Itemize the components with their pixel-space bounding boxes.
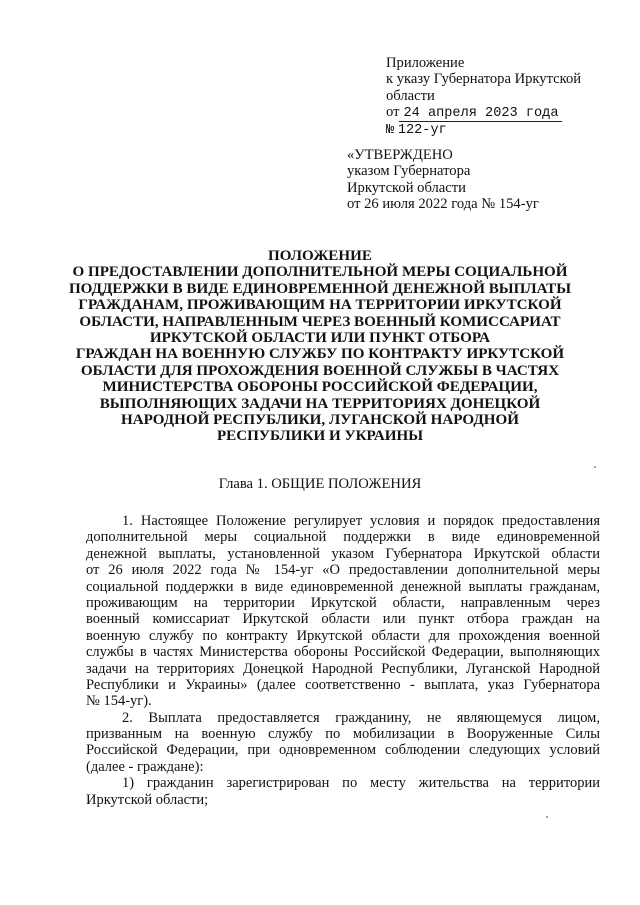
title-line: НАРОДНОЙ РЕСПУБЛИКИ, ЛУГАНСКОЙ НАРОДНОЙ bbox=[121, 411, 519, 428]
document-title bbox=[0, 248, 640, 445]
approved-stamp bbox=[347, 147, 539, 213]
annex-date: 24 апреля 2023 года bbox=[399, 106, 562, 122]
text-line: призванным на военную службу по мобилизации в Вооруженные Силы bbox=[86, 726, 600, 743]
scan-speck bbox=[546, 816, 548, 818]
approved-date-line: от 26 июля 2022 года № 154-уг bbox=[347, 196, 539, 213]
paragraph-1 bbox=[86, 513, 600, 710]
annex-date-prefix: от bbox=[386, 104, 400, 121]
approved-by-line: указом Губернатора bbox=[347, 163, 471, 180]
annex-number-sign: № bbox=[386, 122, 395, 138]
paragraph-3 bbox=[86, 775, 600, 808]
text-line: дополнительной меры социальной поддержки в виде единовременной bbox=[86, 529, 600, 546]
text-line: Иркутской области; bbox=[86, 791, 209, 808]
annex-label: Приложение bbox=[386, 55, 465, 71]
approved-heading: «УТВЕРЖДЕНО bbox=[347, 147, 453, 163]
title-line: ПОДДЕРЖКИ В ВИДЕ ЕДИНОВРЕМЕННОЙ ДЕНЕЖНОЙ ВЫПЛАТЫ bbox=[68, 280, 572, 297]
text-line: военный комиссариат Иркутской области или пункт отбора граждан на bbox=[86, 611, 600, 628]
text-line: Республики и Украины» (далее соответственно - выплата, указ Губернатора bbox=[86, 676, 600, 693]
text-line: Российской Федерации, при одновременном соблюдении следующих условий bbox=[86, 742, 600, 759]
scan-speck bbox=[594, 466, 596, 468]
text-line: военную службу по контракту Иркутской области для прохождения военной bbox=[86, 627, 600, 644]
text-line: проживающим на территории Иркутской области, направленным через bbox=[86, 594, 600, 611]
annex-date-line bbox=[386, 104, 581, 120]
text-line: № 154-уг). bbox=[86, 693, 152, 710]
annex-number: 122-уг bbox=[397, 122, 447, 138]
chapter-heading: Глава 1. ОБЩИЕ ПОЛОЖЕНИЯ bbox=[218, 476, 422, 492]
annex-region-line: области bbox=[386, 87, 435, 104]
text-line: (далее - граждане): bbox=[86, 758, 204, 775]
annex-decree-line: к указу Губернатора Иркутской bbox=[386, 71, 582, 88]
annex-header bbox=[386, 55, 581, 137]
text-line: службы в частях Министерства обороны Российской Федерации, выполняющих bbox=[86, 644, 600, 661]
text-line: денежной выплаты, установленной указом Губернатора Иркутской области bbox=[86, 545, 600, 562]
title-line: ГРАЖДАНАМ, ПРОЖИВАЮЩИМ НА ТЕРРИТОРИИ ИРКУТСКОЙ bbox=[78, 297, 562, 314]
title-line: ПОЛОЖЕНИЕ bbox=[268, 248, 372, 264]
title-line: ОБЛАСТИ, НАПРАВЛЕННЫМ ЧЕРЕЗ ВОЕННЫЙ КОМИССАРИАТ bbox=[79, 313, 561, 330]
text-line: 1) гражданин зарегистрирован по месту жительства на территории bbox=[122, 775, 600, 792]
document-body bbox=[86, 513, 600, 808]
text-line: задачи на территориях Донецкой Народной Республики, Луганской Народной bbox=[86, 660, 600, 677]
title-line: ГРАЖДАН НА ВОЕННУЮ СЛУЖБУ ПО КОНТРАКТУ ИРКУТСКОЙ bbox=[75, 346, 565, 363]
text-line: социальной поддержки в виде единовременной денежной выплаты гражданам, bbox=[86, 578, 600, 595]
title-line: ВЫПОЛНЯЮЩИХ ЗАДАЧИ НА ТЕРРИТОРИЯХ ДОНЕЦКОЙ bbox=[99, 395, 541, 412]
title-line: ИРКУТСКОЙ ОБЛАСТИ ИЛИ ПУНКТ ОТБОРА bbox=[149, 329, 491, 346]
title-line: ОБЛАСТИ ДЛЯ ПРОХОЖДЕНИЯ ВОЕННОЙ СЛУЖБЫ В ЧАСТЯХ bbox=[80, 362, 560, 379]
text-line: 1. Настоящее Положение регулирует условия и порядок предоставления bbox=[122, 513, 600, 529]
text-line: от 26 июля 2022 года № 154-уг «О предоставлении дополнительной меры bbox=[86, 562, 600, 579]
approved-region-line: Иркутской области bbox=[347, 179, 466, 196]
title-line: РЕСПУБЛИКИ И УКРАИНЫ bbox=[216, 428, 424, 445]
text-line: 2. Выплата предоставляется гражданину, не являющемуся лицом, bbox=[122, 709, 600, 726]
title-line: МИНИСТЕРСТВА ОБОРОНЫ РОССИЙСКОЙ ФЕДЕРАЦИИ, bbox=[102, 379, 538, 396]
annex-number-line bbox=[386, 121, 581, 137]
title-line: О ПРЕДОСТАВЛЕНИИ ДОПОЛНИТЕЛЬНОЙ МЕРЫ СОЦИАЛЬНОЙ bbox=[72, 264, 568, 281]
paragraph-2 bbox=[86, 710, 600, 776]
